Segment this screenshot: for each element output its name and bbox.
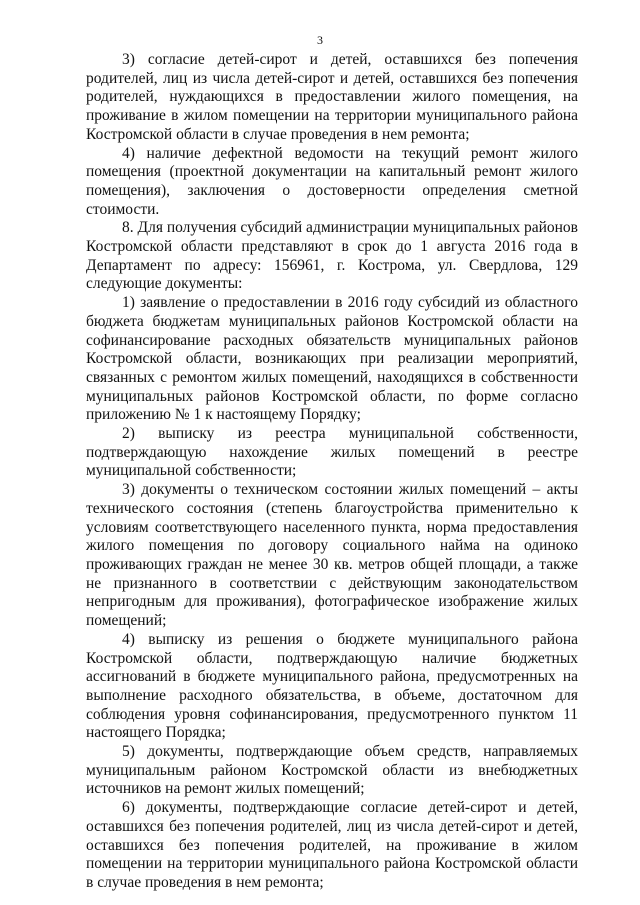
paragraph-clause-8: 8. Для получения субсидий администрации муниципальных районов Костромской области представляют в срок до 1 августа 2016 года в Департамент по адресу: 156961, г. Кострома, ул. Свердлова, 129 следующие документы:: [86, 219, 578, 293]
paragraph-item-4-defect-statement: 4) наличие дефектной ведомости на текущий ремонт жилого помещения (проектной документации на капитальный ремонт жилого помещения), заключения о достоверности определения сметной стоимости.: [86, 144, 578, 218]
paragraph-doc-1-application: 1) заявление о предоставлении в 2016 году субсидий из областного бюджета бюджетам муниципальных районов Костромской области на софинансирование расходных обязательств муниципальных районов Костромской области, возникающих при реализации мероприятий, связанных с ремонтом жилых помещений, находящихся в собственности муниципальных районов Костромской области, по форме согласно приложению № 1 к настоящему Порядку;: [86, 294, 578, 424]
paragraph-doc-5-funding-volume: 5) документы, подтверждающие объем средств, направляемых муниципальным районом Костромской области из внебюджетных источников на ремонт жилых помещений;: [86, 743, 578, 798]
paragraph-doc-3-technical-condition: 3) документы о техническом состоянии жилых помещений – акты технического состояния (степень благоустройства применительно к условиям соответствующего населенного пункта, норма предоставления жилого помещения по договору социального найма на одиноко проживающих граждан не менее 30 кв. метров общей площади, а также не признанного в соответствии с действующим законодательством непригодным для проживания), фотографическое изображение жилых помещений;: [86, 481, 578, 630]
document-body: [86, 51, 578, 893]
page-number: 3: [317, 33, 323, 47]
paragraph-doc-6-consent-documents: 6) документы, подтверждающие согласие детей-сирот и детей, оставшихся без попечения родителей, лиц из числа детей-сирот и детей, оставшихся без попечения родителей, на проживание в жилом помещении на территории муниципального района Костромской области в случае проведения в нем ремонта;: [86, 799, 578, 891]
paragraph-item-3-consent: 3) согласие детей-сирот и детей, оставшихся без попечения родителей, лиц из числа детей-сирот и детей, оставшихся без попечения родителей, нуждающихся в предоставлении жилого помещения, на проживание в жилом помещении на территории муниципального района Костромской области в случае проведения в нем ремонта;: [86, 51, 578, 143]
paragraph-doc-4-budget-extract: 4) выписку из решения о бюджете муниципального района Костромской области, подтверждающую наличие бюджетных ассигнований в бюджете муниципального района, предусмотренных на выполнение расходного обязательства, в объеме, достаточном для соблюдения уровня софинансирования, предусмотренного пунктом 11 настоящего Порядка;: [86, 630, 578, 742]
paragraph-doc-2-registry-extract: 2) выписку из реестра муниципальной собственности, подтверждающую нахождение жилых помещений в реестре муниципальной собственности;: [86, 425, 578, 480]
